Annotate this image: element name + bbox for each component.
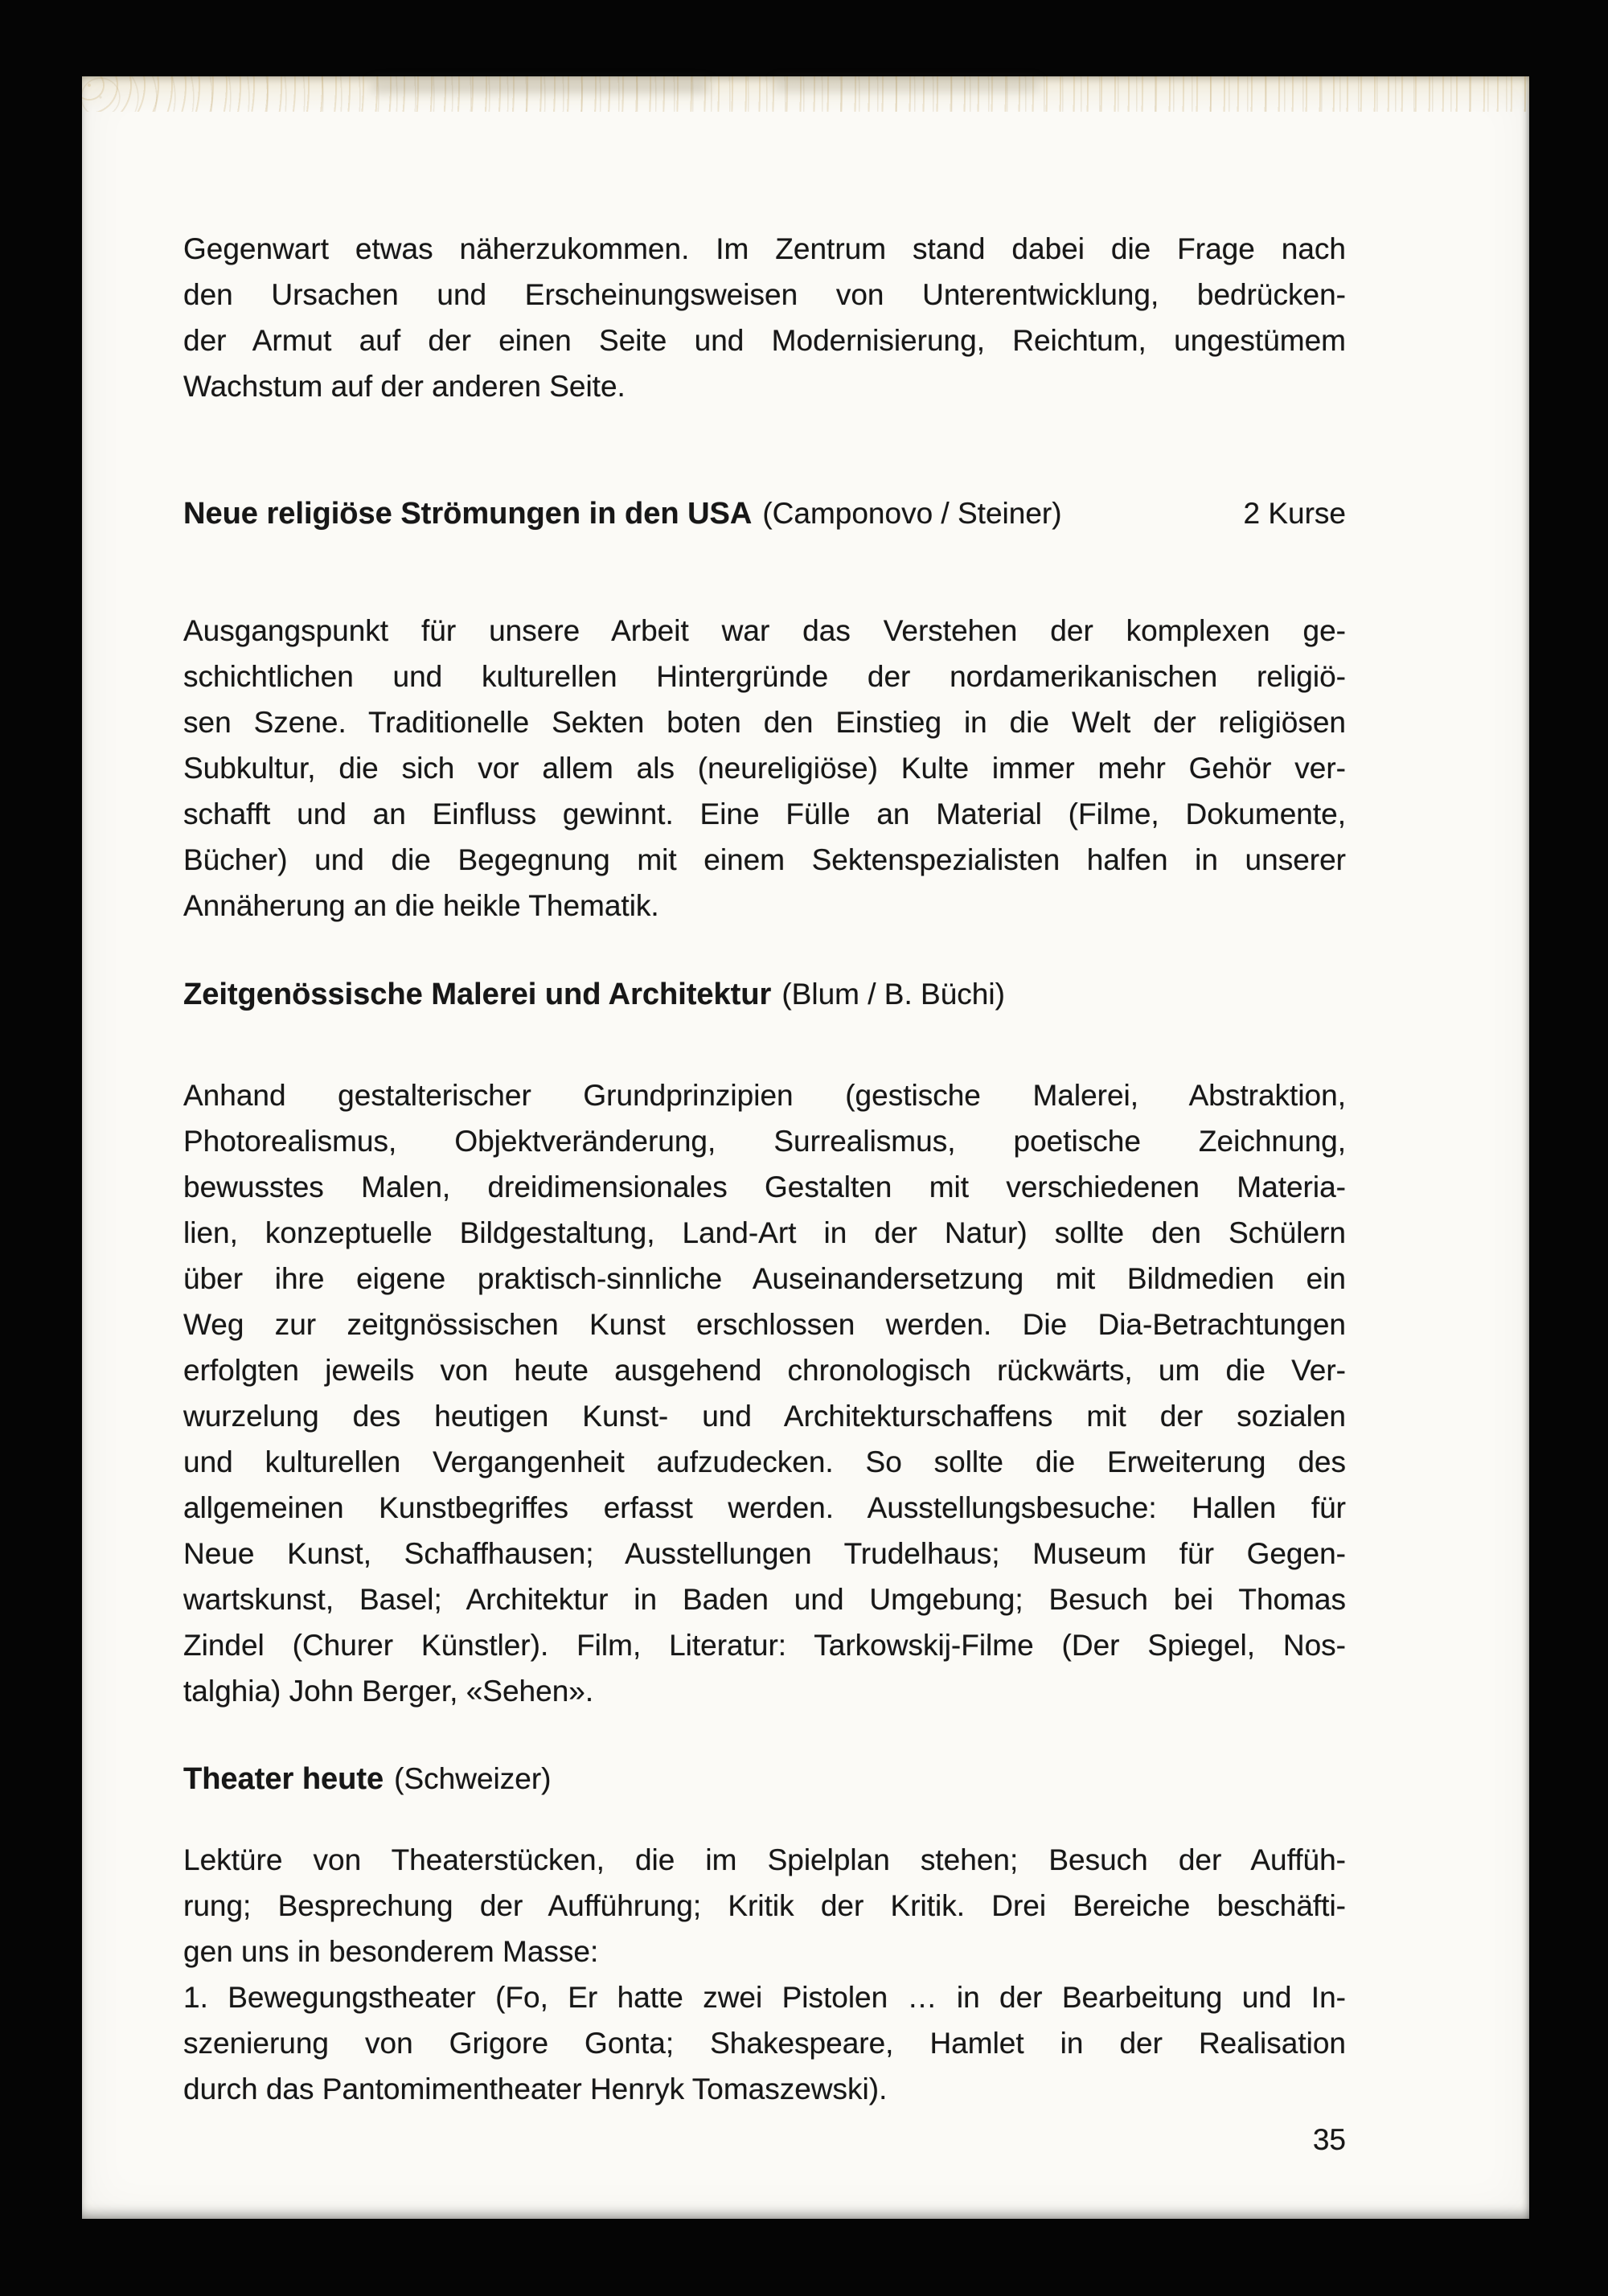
text-line: lien, konzeptuelle Bildgestaltung, Land-Art in der Natur) sollte den Schülern (183, 1216, 1346, 1249)
text-line: Wachstum auf der anderen Seite. (183, 370, 626, 403)
heading-text (183, 971, 1005, 1018)
heading-title: Zeitgenössische Malerei und Architektur (183, 978, 772, 1011)
heading-text (183, 1756, 552, 1802)
heading-authors: (Blum / B. Büchi) (781, 978, 1005, 1011)
text-line: sen Szene. Traditionelle Sekten boten den Einstieg in die Welt der religiösen (183, 706, 1346, 739)
text-line: Ausgangspunkt für unsere Arbeit war das Verstehen der komplexen ge- (183, 614, 1346, 647)
text-line: Zindel (Churer Künstler). Film, Literatur: Tarkowskij-Filme (Der Spiegel, Nos- (183, 1629, 1346, 1662)
text-line: Photorealismus, Objektveränderung, Surrealismus, poetische Zeichnung, (183, 1125, 1346, 1158)
heading-title: Theater heute (183, 1762, 384, 1796)
text-line: schichtlichen und kulturellen Hintergründe der nordamerikanischen religiö- (183, 660, 1346, 693)
heading-title: Neue religiöse Strömungen in den USA (183, 497, 753, 531)
text-line: schafft und an Einfluss gewinnt. Eine Fülle an Material (Filme, Dokumente, (183, 797, 1346, 830)
text-line: wartskunst, Basel; Architektur in Baden und Umgebung; Besuch bei Thomas (183, 1583, 1346, 1616)
text-line: Annäherung an die heikle Thematik. (183, 889, 659, 922)
text-line: Gegenwart etwas näherzukommen. Im Zentrum stand dabei die Frage nach (183, 232, 1346, 265)
text-line: wurzelung des heutigen Kunst- und Architekturschaffens mit der sozialen (183, 1400, 1346, 1433)
text-line: den Ursachen und Erscheinungsweisen von Unterentwicklung, bedrücken- (183, 278, 1346, 311)
section-heading-malerei-architektur (183, 971, 1346, 1018)
heading-authors: (Schweizer) (394, 1762, 552, 1795)
text-line: gen uns in besonderem Masse: (183, 1935, 599, 1968)
text-line: rung; Besprechung der Aufführung; Kritik der Kritik. Drei Bereiche beschäfti- (183, 1889, 1346, 1922)
intro-paragraph (183, 226, 1346, 409)
text-line: Neue Kunst, Schaffhausen; Ausstellungen Trudelhaus; Museum für Gegen- (183, 1537, 1346, 1570)
text-line: talghia) John Berger, «Sehen». (183, 1675, 594, 1708)
text-line: allgemeinen Kunstbegriffes erfasst werden. Ausstellungsbesuche: Hallen für (183, 1491, 1346, 1524)
section-body-malerei-architektur (183, 1072, 1346, 1714)
page-content (82, 76, 1529, 2163)
text-line: Lektüre von Theaterstücken, die im Spielplan stehen; Besuch der Auffüh- (183, 1843, 1346, 1876)
text-line: der Armut auf der einen Seite und Modernisierung, Reichtum, ungestümem (183, 324, 1346, 357)
section-body-neue-religioese-stroemungen (183, 608, 1346, 929)
book-page (82, 76, 1529, 2219)
page-number: 35 (1312, 2123, 1346, 2156)
text-line: bewusstes Malen, dreidimensionales Gestalten mit verschiedenen Materia- (183, 1171, 1346, 1203)
text-line: Weg zur zeitgnössischen Kunst erschlossen werden. Die Dia-Betrachtungen (183, 1308, 1346, 1341)
section-heading-theater-heute (183, 1756, 1346, 1802)
text-line: durch das Pantomimentheater Henryk Tomaszewski). (183, 2073, 888, 2105)
text-line: über ihre eigene praktisch-sinnliche Auseinandersetzung mit Bildmedien ein (183, 1262, 1346, 1295)
text-line: und kulturellen Vergangenheit aufzudecken. So sollte die Erweiterung des (183, 1445, 1346, 1478)
heading-text (183, 490, 1062, 537)
text-line: Bücher) und die Begegnung mit einem Sektenspezialisten halfen in unserer (183, 843, 1346, 876)
text-line: 1. Bewegungstheater (Fo, Er hatte zwei Pistolen … in der Bearbeitung und In- (183, 1981, 1346, 2014)
section-body-theater-heute-part1 (183, 1837, 1346, 1974)
text-line: szenierung von Grigore Gonta; Shakespeare, Hamlet in der Realisation (183, 2027, 1346, 2060)
text-line: erfolgten jeweils von heute ausgehend chronologisch rückwärts, um die Ver- (183, 1354, 1346, 1387)
text-line: Subkultur, die sich vor allem als (neureligiöse) Kulte immer mehr Gehör ver- (183, 752, 1346, 785)
section-body-theater-heute-part2 (183, 1974, 1346, 2112)
section-heading-neue-religioese-stroemungen (183, 490, 1346, 537)
heading-authors: (Camponovo / Steiner) (762, 497, 1062, 530)
text-line: Anhand gestalterischer Grundprinzipien (gestische Malerei, Abstraktion, (183, 1079, 1346, 1112)
course-count: 2 Kurse (1243, 497, 1346, 530)
